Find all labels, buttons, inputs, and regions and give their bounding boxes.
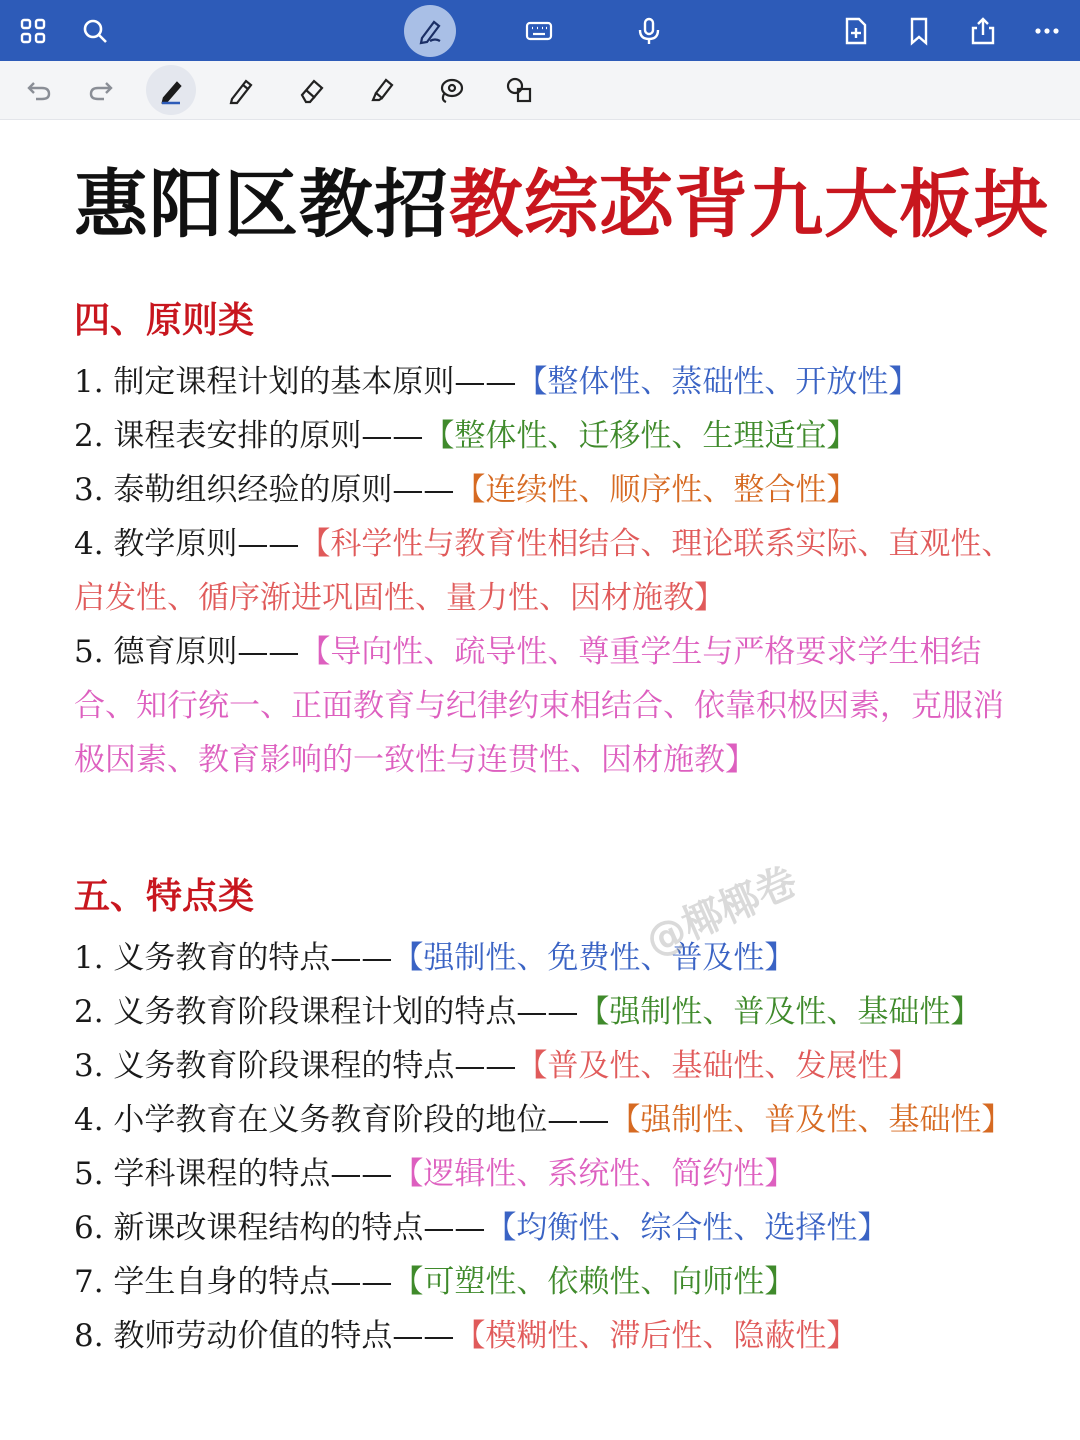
- list-item: 4. 教学原则——【科学性与教育性相结合、理论联系实际、直观性、启发性、循序渐进巩固性、量力性、因材施教】: [74, 526, 1013, 616]
- title-part1: 惠阳区教招: [74, 162, 449, 248]
- section4-heading: 四、原则类: [74, 299, 255, 341]
- answer-text: 【模糊性、滞后性、隐蔽性】: [454, 1318, 858, 1354]
- bookmark-icon[interactable]: [896, 8, 942, 54]
- list-item: 8. 教师劳动价值的特点——【模糊性、滞后性、隐蔽性】: [74, 1318, 858, 1354]
- list-item: 3. 泰勒组织经验的原则——【连续性、顺序性、整合性】: [74, 472, 858, 508]
- list-item: 4. 小学教育在义务教育阶段的地位——【强制性、普及性、基础性】: [74, 1102, 1013, 1138]
- pencil-icon[interactable]: [220, 69, 262, 111]
- list-item: 1. 义务教育的特点——【强制性、免费性、普及性】: [74, 940, 796, 976]
- list-item: 2. 课程表安排的原则——【整体性、迁移性、生理适宜】: [74, 418, 858, 454]
- list-item: 7. 学生自身的特点——【可塑性、依赖性、向师性】: [74, 1264, 796, 1300]
- more-icon[interactable]: [1024, 8, 1070, 54]
- undo-icon[interactable]: [18, 69, 60, 111]
- share-icon[interactable]: [960, 8, 1006, 54]
- section4-list: [74, 355, 1024, 787]
- grid-icon[interactable]: [10, 8, 56, 54]
- title-part2: 教综苾背九大板块: [449, 162, 1049, 248]
- keyboard-icon[interactable]: [516, 8, 562, 54]
- page-title: [74, 160, 1049, 250]
- lasso-icon[interactable]: [430, 69, 472, 111]
- add-page-icon[interactable]: [832, 8, 878, 54]
- answer-text: 【强制性、普及性、基础性】: [609, 1102, 1013, 1138]
- answer-text: 【均衡性、综合性、选择性】: [485, 1210, 889, 1246]
- list-item: 2. 义务教育阶段课程计划的特点——【强制性、普及性、基础性】: [74, 994, 982, 1030]
- section5-list: [74, 931, 1024, 1363]
- answer-text: 【连续性、顺序性、整合性】: [454, 472, 858, 508]
- answer-text: 【整体性、迁移性、生理适宜】: [423, 418, 858, 454]
- list-item: 5. 德育原则——【导向性、疏导性、尊重学生与严格要求学生相结合、知行统一、正面教育与纪律约束相结合、依靠积极因素，克服消极因素、教育影响的一致性与连贯性、因材施教】: [74, 634, 1004, 778]
- answer-text: 【导向性、疏导性、尊重学生与严格要求学生相结合、知行统一、正面教育与纪律约束相结合、依靠积极因素，克服消极因素、教育影响的一致性与连贯性、因材施教】: [74, 634, 1004, 778]
- list-item: 6. 新课改课程结构的特点——【均衡性、综合性、选择性】: [74, 1210, 889, 1246]
- watermark: @椰椰卷: [638, 858, 804, 966]
- section5-heading: 五、特点类: [74, 875, 255, 917]
- search-icon[interactable]: [72, 8, 118, 54]
- list-item: 3. 义务教育阶段课程的特点——【普及性、基础性、发展性】: [74, 1048, 920, 1084]
- list-item: 1. 制定课程计划的基本原则——【整体性、蒸础性、开放性】: [74, 364, 920, 400]
- answer-text: 【强制性、免费性、普及性】: [392, 940, 796, 976]
- answer-text: 【整体性、蒸础性、开放性】: [516, 364, 920, 400]
- answer-text: 【普及性、基础性、发展性】: [516, 1048, 920, 1084]
- list-item: 5. 学科课程的特点——【逻辑性、系统性、简约性】: [74, 1156, 796, 1192]
- eraser-icon[interactable]: [290, 69, 332, 111]
- answer-text: 【强制性、普及性、基础性】: [578, 994, 982, 1030]
- highlighter-icon[interactable]: [360, 69, 402, 111]
- app-topbar: [0, 0, 1080, 61]
- pen-mode-icon[interactable]: [404, 5, 456, 57]
- shapes-icon[interactable]: [498, 69, 540, 111]
- drawing-toolbar: [0, 61, 1080, 120]
- answer-text: 【科学性与教育性相结合、理论联系实际、直观性、启发性、循序渐进巩固性、量力性、因材施教】: [74, 526, 1013, 616]
- answer-text: 【可塑性、依赖性、向师性】: [392, 1264, 796, 1300]
- fountain-pen-icon[interactable]: [146, 65, 196, 115]
- redo-icon[interactable]: [80, 69, 122, 111]
- answer-text: 【逻辑性、系统性、简约性】: [392, 1156, 796, 1192]
- microphone-icon[interactable]: [626, 8, 672, 54]
